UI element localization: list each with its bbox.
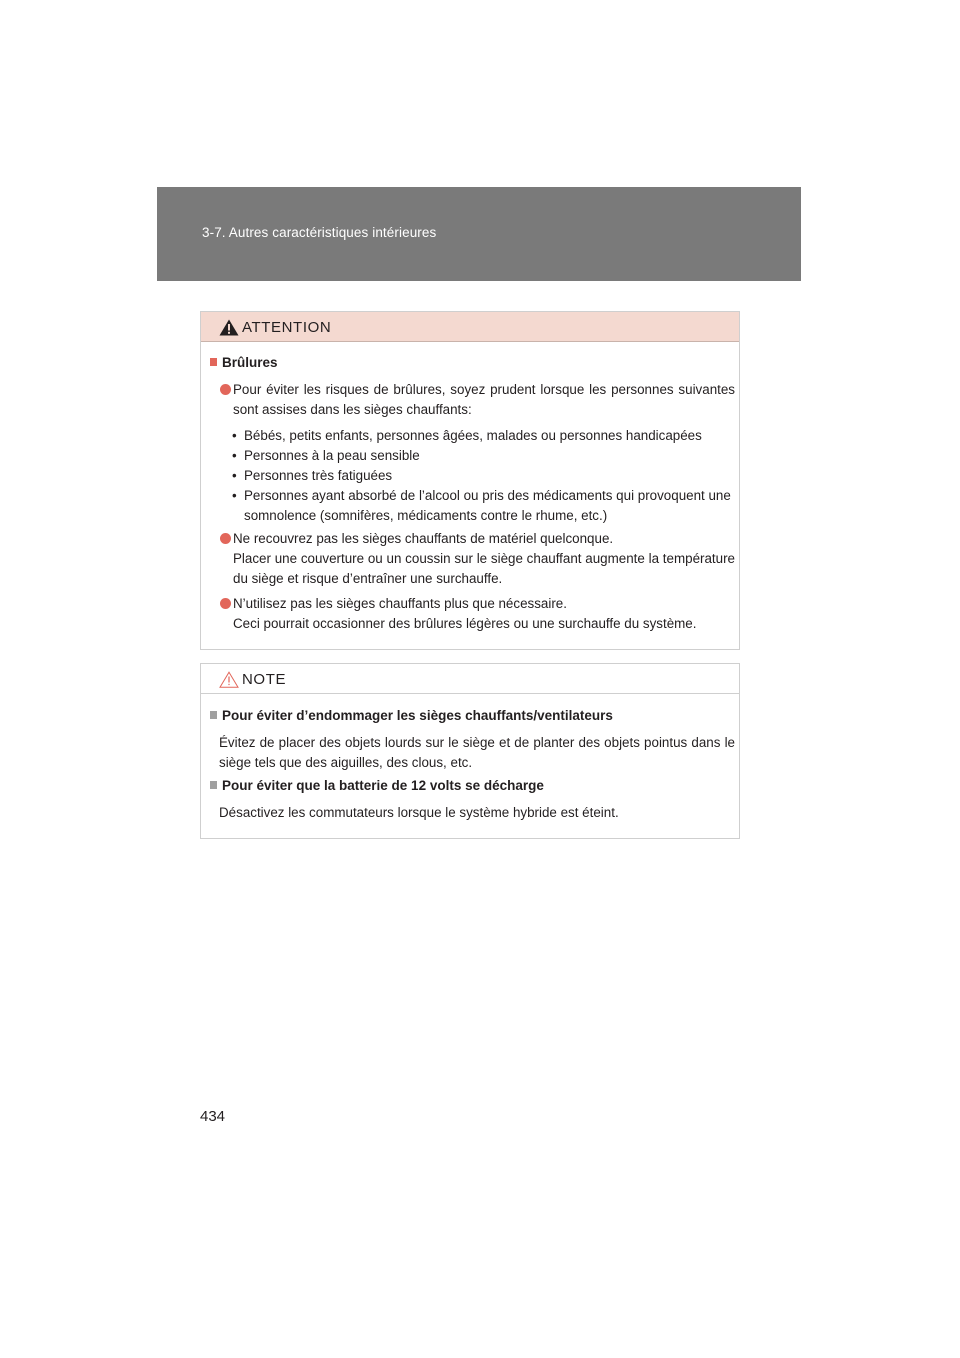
warning-triangle-icon <box>219 319 239 336</box>
attention-section-title: Brûlures <box>210 355 278 370</box>
chapter-header-band <box>157 187 801 281</box>
note-header <box>201 664 739 694</box>
note-text-1: Évitez de placer des objets lourds sur le siège et de planter des objets pointus dans le siège tels que des aiguilles, des clous, etc. <box>219 735 735 770</box>
section-title: 3-7. Autres caractéristiques intérieures <box>202 225 437 240</box>
list-item: • Bébés, petits enfants, personnes âgées, malades ou personnes handicapées <box>232 428 702 443</box>
attention-header <box>201 312 739 342</box>
square-bullet-icon <box>210 781 217 789</box>
attention-bullet-1: Pour éviter les risques de brûlures, soyez prudent lorsque les personnes suivantes sont assises dans les sièges chauffants: <box>220 380 735 420</box>
note-section-title-2: Pour éviter que la batterie de 12 volts se décharge <box>210 778 544 793</box>
note-box <box>200 663 740 839</box>
note-section-title-1: Pour éviter d’endommager les sièges chauffants/ventilateurs <box>210 708 613 723</box>
bullet-dot-icon <box>220 598 231 609</box>
note-text-2: Désactivez les commutateurs lorsque le système hybride est éteint. <box>219 805 619 820</box>
square-bullet-icon <box>210 358 217 366</box>
bullet-dot-icon <box>220 533 231 544</box>
list-item: • Personnes très fatiguées <box>232 468 393 483</box>
attention-label: ATTENTION <box>242 319 332 336</box>
note-label: NOTE <box>242 671 287 688</box>
list-item: • Personnes à la peau sensible <box>232 448 420 463</box>
attention-bullet-2: Ne recouvrez pas les sièges chauffants de matériel quelconque. Placer une couverture ou un coussin sur le siège chauffant augmente la température du siège et risque d’entraîner une surchauffe. <box>220 529 735 589</box>
attention-bullet-3: N’utilisez pas les sièges chauffants plus que nécessaire. Ceci pourrait occasionner des brûlures légères ou une surchauffe du système. <box>220 594 735 634</box>
list-item: • Personnes ayant absorbé de l’alcool ou pris des médicaments qui provoquent une somnolence (somnifères, médicaments contre le rhume, etc.) <box>232 488 731 523</box>
page-number: 434 <box>200 1108 226 1125</box>
warning-triangle-outline-icon <box>219 671 239 688</box>
attention-box <box>200 311 740 650</box>
bullet-dot-icon <box>220 384 231 395</box>
square-bullet-icon <box>210 711 217 719</box>
